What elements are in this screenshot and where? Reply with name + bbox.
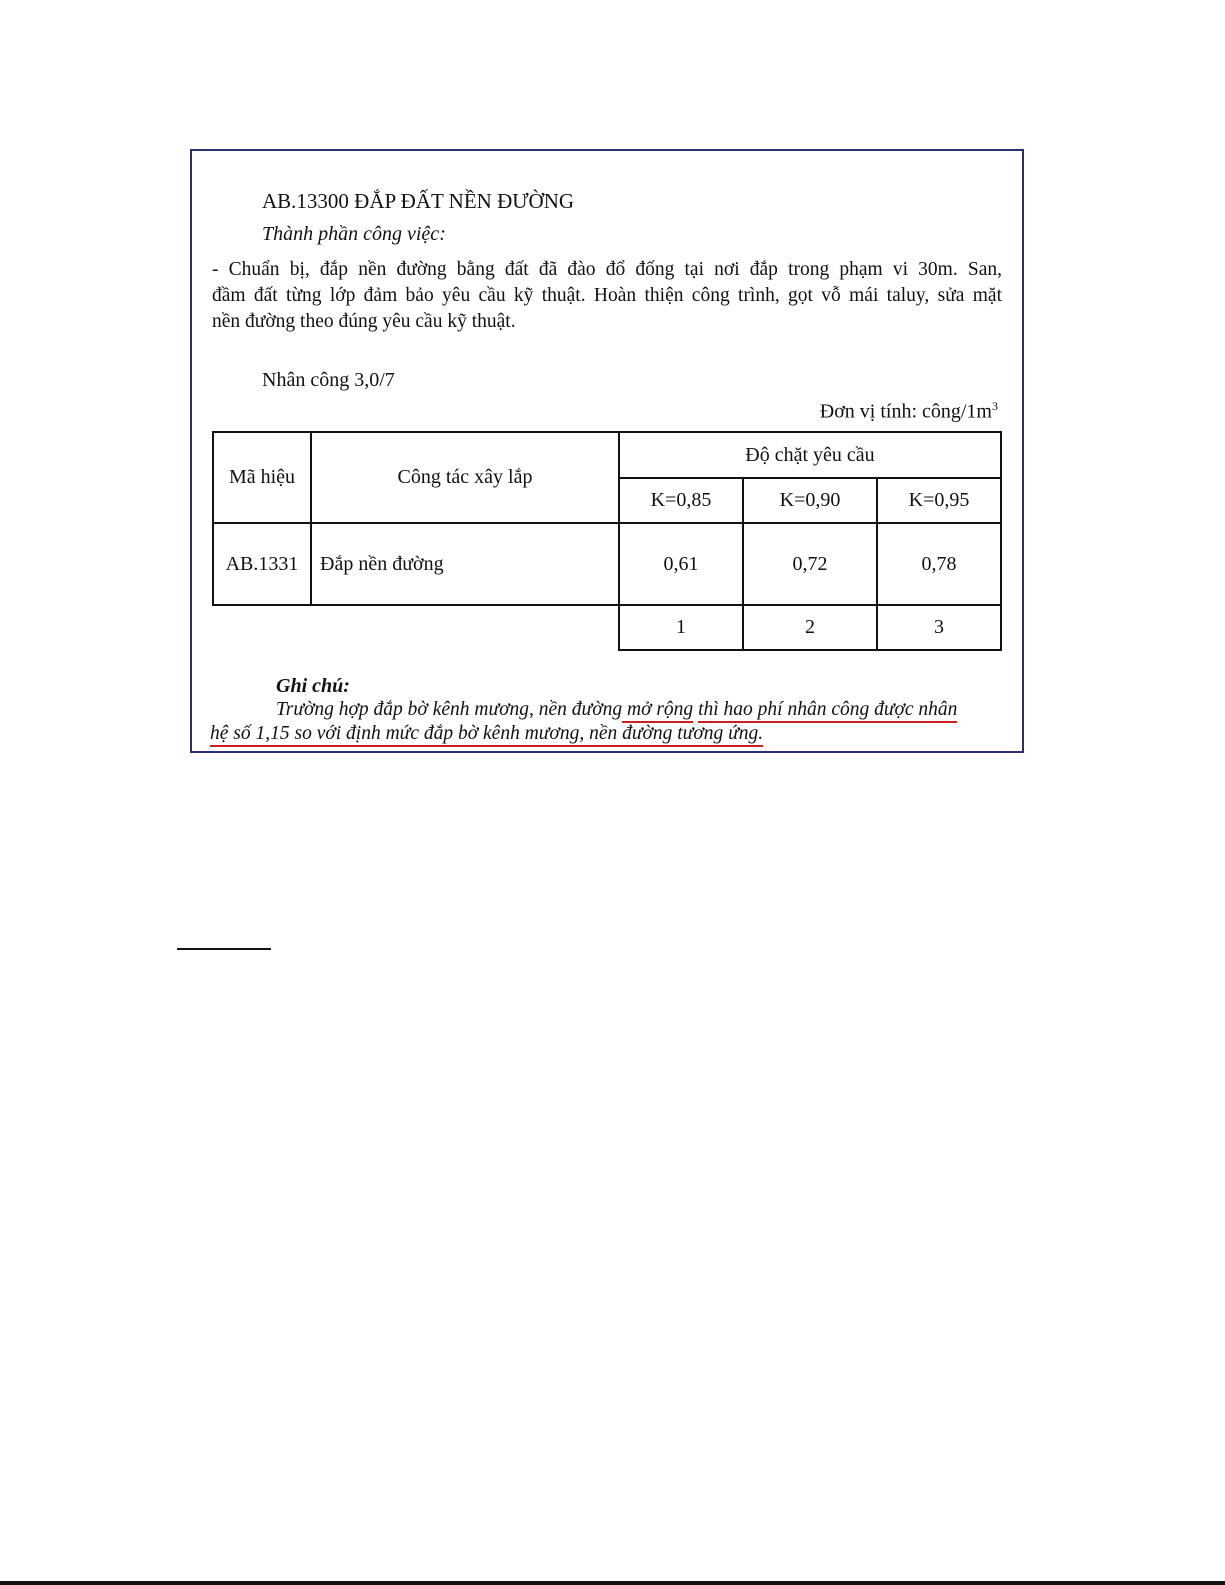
note-line-1 [276, 699, 957, 721]
footnote-separator [177, 948, 271, 950]
labor-grade: Nhân công 3,0/7 [262, 369, 395, 391]
note-line-2 [210, 723, 763, 745]
note-line-2-text: hệ số 1,15 so với định mức đắp bờ kênh mương, nền đường tương ứng. [210, 723, 763, 747]
section-title: AB.13300 ĐẮP ĐẤT NỀN ĐƯỜNG [262, 189, 575, 213]
unit-of-measure [820, 399, 998, 424]
row-work: Đắp nền đường [311, 523, 619, 605]
note-line-1-part-d: thì hao phí nhân công được nhân [698, 699, 957, 723]
header-k-095: K=0,95 [877, 478, 1001, 523]
row-value-1: 0,61 [619, 523, 743, 605]
note-title: Ghi chú: [276, 675, 350, 697]
row-value-2: 0,72 [743, 523, 877, 605]
empty-cell [311, 605, 619, 650]
header-code: Mã hiệu [213, 432, 311, 523]
note-line-1-part-a: Trường hợp đắp bờ kênh mương, nền đường [276, 699, 623, 720]
work-description-line-3: nền đường theo đúng yêu cầu kỹ thuật. [212, 311, 516, 332]
column-number-3: 3 [877, 605, 1001, 650]
unit-text: Đơn vị tính: công/1m [819, 400, 992, 423]
norm-table [212, 431, 1002, 651]
work-description [212, 257, 1002, 335]
page-bottom-border [0, 1581, 1225, 1585]
table-row [213, 523, 1001, 605]
column-number-2: 2 [743, 605, 877, 650]
column-number-1: 1 [619, 605, 743, 650]
empty-cell [213, 605, 311, 650]
unit-superscript: 3 [992, 399, 998, 413]
note-line-1-part-b: mở rộng [622, 699, 693, 723]
row-value-3: 0,78 [877, 523, 1001, 605]
header-work: Công tác xây lắp [311, 432, 619, 523]
header-k-090: K=0,90 [743, 478, 877, 523]
header-compaction: Độ chặt yêu cầu [619, 432, 1001, 478]
section-subtitle: Thành phần công việc: [262, 223, 446, 245]
document-frame [190, 149, 1024, 753]
row-code: AB.1331 [213, 523, 311, 605]
header-k-085: K=0,85 [619, 478, 743, 523]
work-description-line-2: đầm đất từng lớp đảm bảo yêu cầu kỹ thuật. Hoàn thiện công trình, gọt vỗ mái taluy, sửa mặt [212, 285, 1002, 306]
work-description-line-1: - Chuẩn bị, đắp nền đường bằng đất đã đào đổ đống tại nơi đắp trong phạm vi 30m. San, [212, 259, 1002, 280]
